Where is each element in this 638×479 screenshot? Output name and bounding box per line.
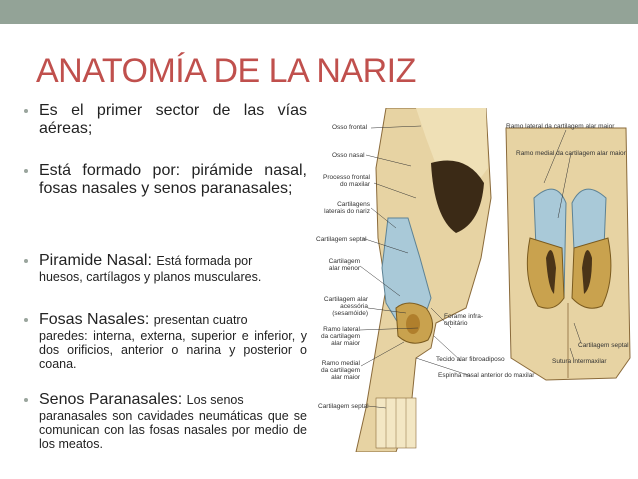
bullet-detail: huesos, cartílagos y planos musculares.	[39, 270, 262, 284]
label-cartilagem-alar-menor: Cartilagem alar menor	[328, 258, 360, 272]
label-ramo-lateral: Ramo lateral da cartilagem alar maior	[320, 326, 360, 347]
bullet-detail: paranasales son cavidades neumáticas que se comunican con las fosas nasales por medio de los meatos.	[39, 409, 307, 451]
label-cartilagens-laterais: Cartilagens laterais do nariz	[324, 201, 370, 215]
label-forame-infraorbital: Forame infra-orbitário	[444, 313, 484, 327]
label-r-ramo-lateral: Ramo lateral da cartilagem alar maior	[506, 123, 615, 130]
bullet-dot	[24, 109, 28, 113]
bullet-lead: Piramide Nasal:	[39, 252, 152, 269]
bullet-text: Es el primer sector de las vías aéreas;	[39, 102, 307, 137]
bullet-lead: Fosas Nasales:	[39, 311, 150, 328]
label-espinha-nasal: Espinha nasal anterior do maxilar	[438, 372, 535, 379]
label-osso-nasal: Osso nasal	[332, 152, 365, 159]
label-cartilagem-septal-2: Cartilagem septal	[318, 403, 369, 410]
label-r-ramo-medial: Ramo medial da cartilagem alar maior	[516, 150, 626, 157]
label-cartilagem-septal: Cartilagem septal	[316, 236, 367, 243]
bullet-text: Está formado por: pirámide nasal, fosas nasales y senos paranasales;	[39, 162, 307, 197]
bullet-detail-inline: presentan cuatro	[153, 313, 248, 327]
bullet-detail: paredes: interna, externa, superior e inferior, y dos orificios, anterior o narina y posterior o coana.	[39, 329, 307, 371]
bullet-detail-inline: Está formada por	[156, 254, 253, 268]
nose-anatomy-illustration	[316, 108, 634, 452]
bullet-text	[39, 391, 307, 451]
label-osso-frontal: Osso frontal	[332, 124, 368, 131]
label-ramo-medial: Ramo medial da cartilagem alar maior	[320, 360, 360, 381]
label-cartilagem-alar-acessoria: Cartilagem alar acessória (sesamóide)	[323, 296, 368, 317]
label-r-sutura: Sutura intermaxilar	[552, 358, 607, 365]
bullet-dot	[24, 398, 28, 402]
label-r-cartilagem-septal: Cartilagem septal	[578, 342, 629, 349]
label-tecido-fibroadiposo: Tecido alar fibroadiposo	[436, 356, 505, 363]
slide-title: ANATOMÍA DE LA NARIZ	[36, 52, 416, 90]
bullet-dot	[24, 259, 28, 263]
anatomy-drawing	[316, 108, 634, 452]
bullet-dot	[24, 318, 28, 322]
bullet-detail-inline: Los senos	[186, 393, 244, 407]
bullet-dot	[24, 169, 28, 173]
bullet-lead: Senos Paranasales:	[39, 391, 183, 408]
bullet-text	[39, 252, 307, 284]
label-processo-frontal: Processo frontal do maxilar	[323, 174, 370, 188]
bullet-text	[39, 311, 307, 371]
top-bar	[0, 0, 638, 24]
